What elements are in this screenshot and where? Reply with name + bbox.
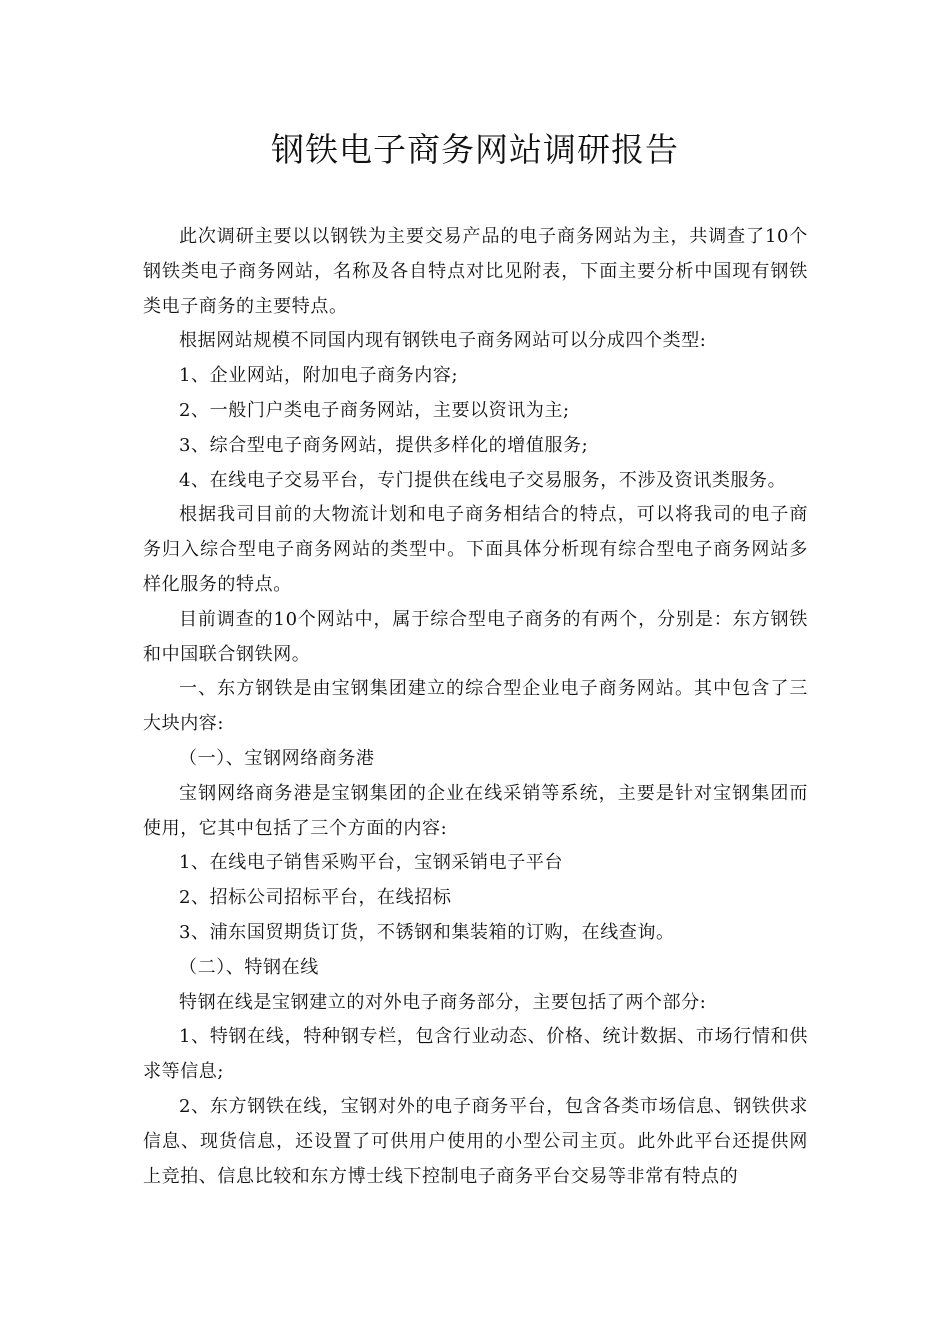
list-item-type-1: 1、企业网站，附加电子商务内容; <box>179 365 459 387</box>
document-body <box>143 220 808 1194</box>
subsection-heading-1: （一）、宝钢网络商务港 <box>179 747 375 769</box>
list-item-port-3: 3、浦东国贸期货订货，不锈钢和集装箱的订购，在线查询。 <box>179 921 675 943</box>
paragraph-survey-result: 目前调查的10个网站中，属于综合型电子商务的有两个，分别是：东方钢铁和中国联合钢铁网。 <box>143 608 808 665</box>
list-item-port-2: 2、招标公司招标平台，在线招标 <box>179 887 452 909</box>
list-item-type-4: 4、在线电子交易平台，专门提供在线电子交易服务，不涉及资讯类服务。 <box>179 469 787 491</box>
list-item-type-3: 3、综合型电子商务网站，提供多样化的增值服务; <box>179 434 589 456</box>
subsection-heading-2: （二）、特钢在线 <box>179 956 319 978</box>
list-item-type-2: 2、一般门户类电子商务网站，主要以资讯为主; <box>179 399 570 421</box>
list-item-steel-1: 1、特钢在线，特种钢专栏，包含行业动态、价格、统计数据、市场行情和供求等信息; <box>143 1026 808 1083</box>
section-heading-dongfang: 一、东方钢铁是由宝钢集团建立的综合型企业电子商务网站。其中包含了三大块内容: <box>143 678 808 735</box>
paragraph-company-category: 根据我司目前的大物流计划和电子商务相结合的特点，可以将我司的电子商务归入综合型电子商务网站的类型中。下面具体分析现有综合型电子商务网站多样化服务的特点。 <box>143 504 808 595</box>
paragraph-intro: 此次调研主要以以钢铁为主要交易产品的电子商务网站为主，共调查了10个钢铁类电子商务网站，名称及各自特点对比见附表，下面主要分析中国现有钢铁类电子商务的主要特点。 <box>143 226 808 317</box>
paragraph-types-intro: 根据网站规模不同国内现有钢铁电子商务网站可以分成四个类型: <box>179 330 707 352</box>
document-title: 钢铁电子商务网站调研报告 <box>271 130 679 169</box>
paragraph-baosteel-port: 宝钢网络商务港是宝钢集团的企业在线采销等系统，主要是针对宝钢集团而使用，它其中包括了三个方面的内容: <box>143 782 808 839</box>
list-item-port-1: 1、在线电子销售采购平台，宝钢采销电子平台 <box>179 852 564 874</box>
list-item-steel-2: 2、东方钢铁在线，宝钢对外的电子商务平台，包含各类市场信息、钢铁供求信息、现货信息，还设置了可供用户使用的小型公司主页。此外此平台还提供网上竞拍、信息比较和东方博士线下控制电子商务平台交易等非常有特点的 <box>143 1095 808 1187</box>
paragraph-special-steel: 特钢在线是宝钢建立的对外电子商务部分，主要包括了两个部分: <box>179 991 707 1013</box>
